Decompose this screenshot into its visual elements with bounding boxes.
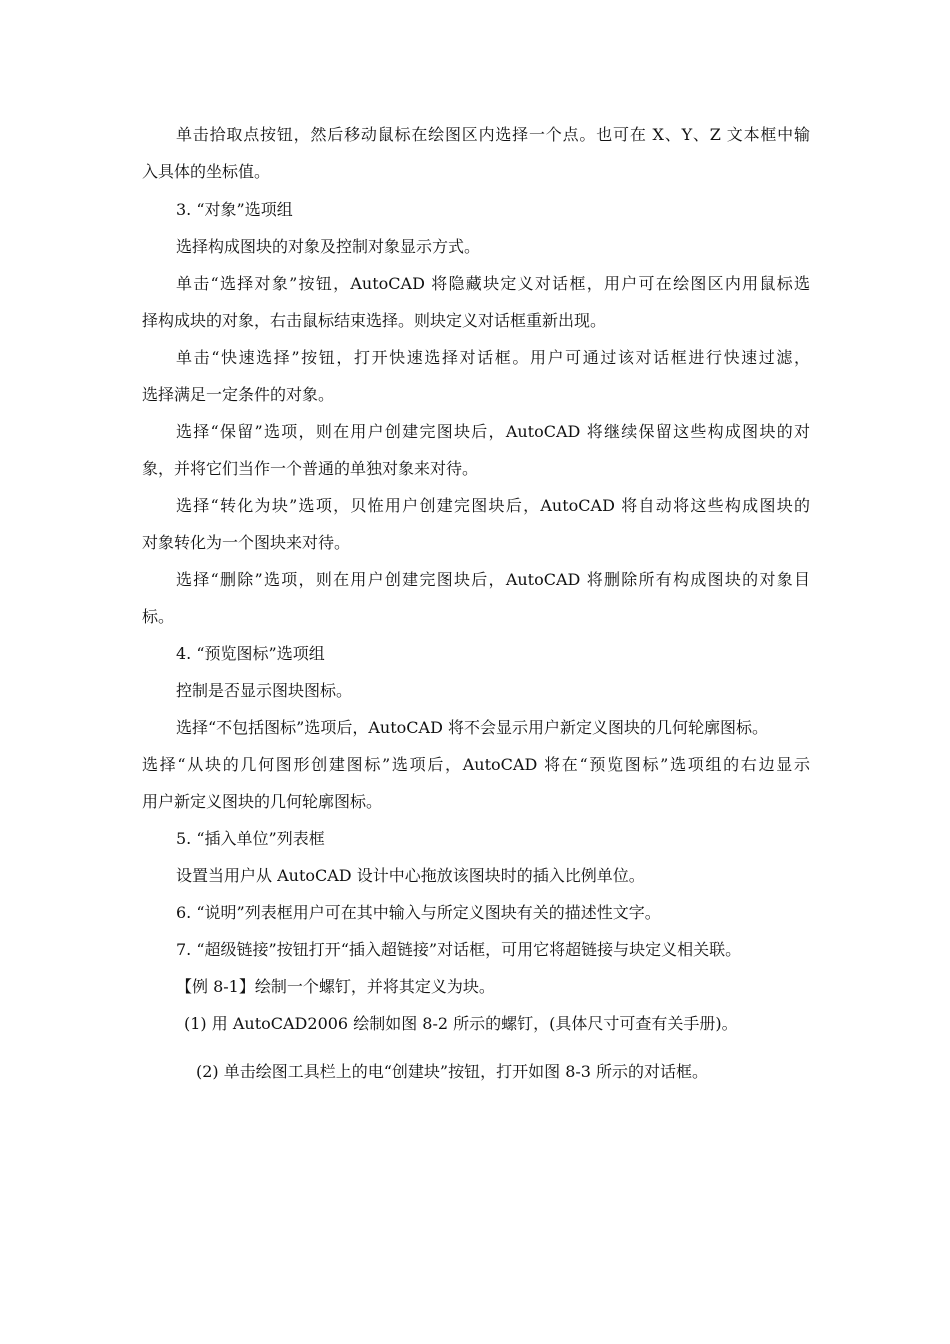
- paragraph-line: 标。: [142, 607, 175, 626]
- paragraph-line: 6. “说明”列表框用户可在其中输入与所定义图块有关的描述性文字。: [176, 903, 661, 922]
- paragraph-line: 选择“保留”选项，则在用户创建完图块后，AutoCAD 将继续保留这些构成图块的对: [176, 422, 810, 441]
- paragraph-line: 选择满足一定条件的对象。: [142, 385, 335, 404]
- paragraph-line: 用户新定义图块的几何轮廓图标。: [142, 792, 383, 811]
- section-heading: 4. “预览图标”选项组: [176, 644, 325, 663]
- example-heading: 【例 8-1】绘制一个螺钉，并将其定义为块。: [176, 977, 495, 996]
- paragraph-line: 选择构成图块的对象及控制对象显示方式。: [176, 237, 481, 256]
- paragraph-line: 7. “超级链接”按钮打开“插入超链接”对话框，可用它将超链接与块定义相关联。: [176, 940, 742, 959]
- paragraph-line: 选择“从块的几何图形创建图标”选项后，AutoCAD 将在“预览图标”选项组的右边显示: [142, 755, 810, 774]
- paragraph-line: 单击拾取点按钮，然后移动鼠标在绘图区内选择一个点。也可在 X、Y、Z 文本框中输: [176, 125, 810, 144]
- paragraph-line: 对象转化为一个图块来对待。: [142, 533, 351, 552]
- paragraph-line: 选择“删除”选项，则在用户创建完图块后，AutoCAD 将删除所有构成图块的对象目: [176, 570, 810, 589]
- step-line: (1) 用 AutoCAD2006 绘制如图 8-2 所示的螺钉，(具体尺寸可查有关手册)。: [184, 1014, 738, 1033]
- paragraph-line: 单击“选择对象”按钮，AutoCAD 将隐藏块定义对话框，用户可在绘图区内用鼠标选: [176, 274, 810, 293]
- paragraph-line: 控制是否显示图块图标。: [176, 681, 353, 700]
- paragraph-line: 单击“快速选择”按钮，打开快速选择对话框。用户可通过该对话框进行快速过滤，: [176, 348, 810, 367]
- paragraph-line: 选择“转化为块”选项，贝恠用户创建完图块后，AutoCAD 将自动将这些构成图块的: [176, 496, 810, 515]
- step-line: (2) 单击绘图工具栏上的电“创建块”按钮，打开如图 8-3 所示的对话框。: [196, 1062, 709, 1081]
- paragraph-line: 象，并将它们当作一个普通的单独对象来对待。: [142, 459, 479, 478]
- paragraph-line: 选择“不包括图标”选项后，AutoCAD 将不会显示用户新定义图块的几何轮廓图标。: [176, 718, 768, 737]
- paragraph-line: 设置当用户从 AutoCAD 设计中心拖放该图块时的插入比例单位。: [176, 866, 645, 885]
- section-heading: 3. “对象”选项组: [176, 200, 293, 219]
- section-heading: 5. “插入单位”列表框: [176, 829, 325, 848]
- paragraph-line: 择构成块的对象，右击鼠标结束选择。则块定义对话框重新出现。: [142, 311, 607, 330]
- paragraph-line: 入具体的坐标值。: [142, 162, 271, 181]
